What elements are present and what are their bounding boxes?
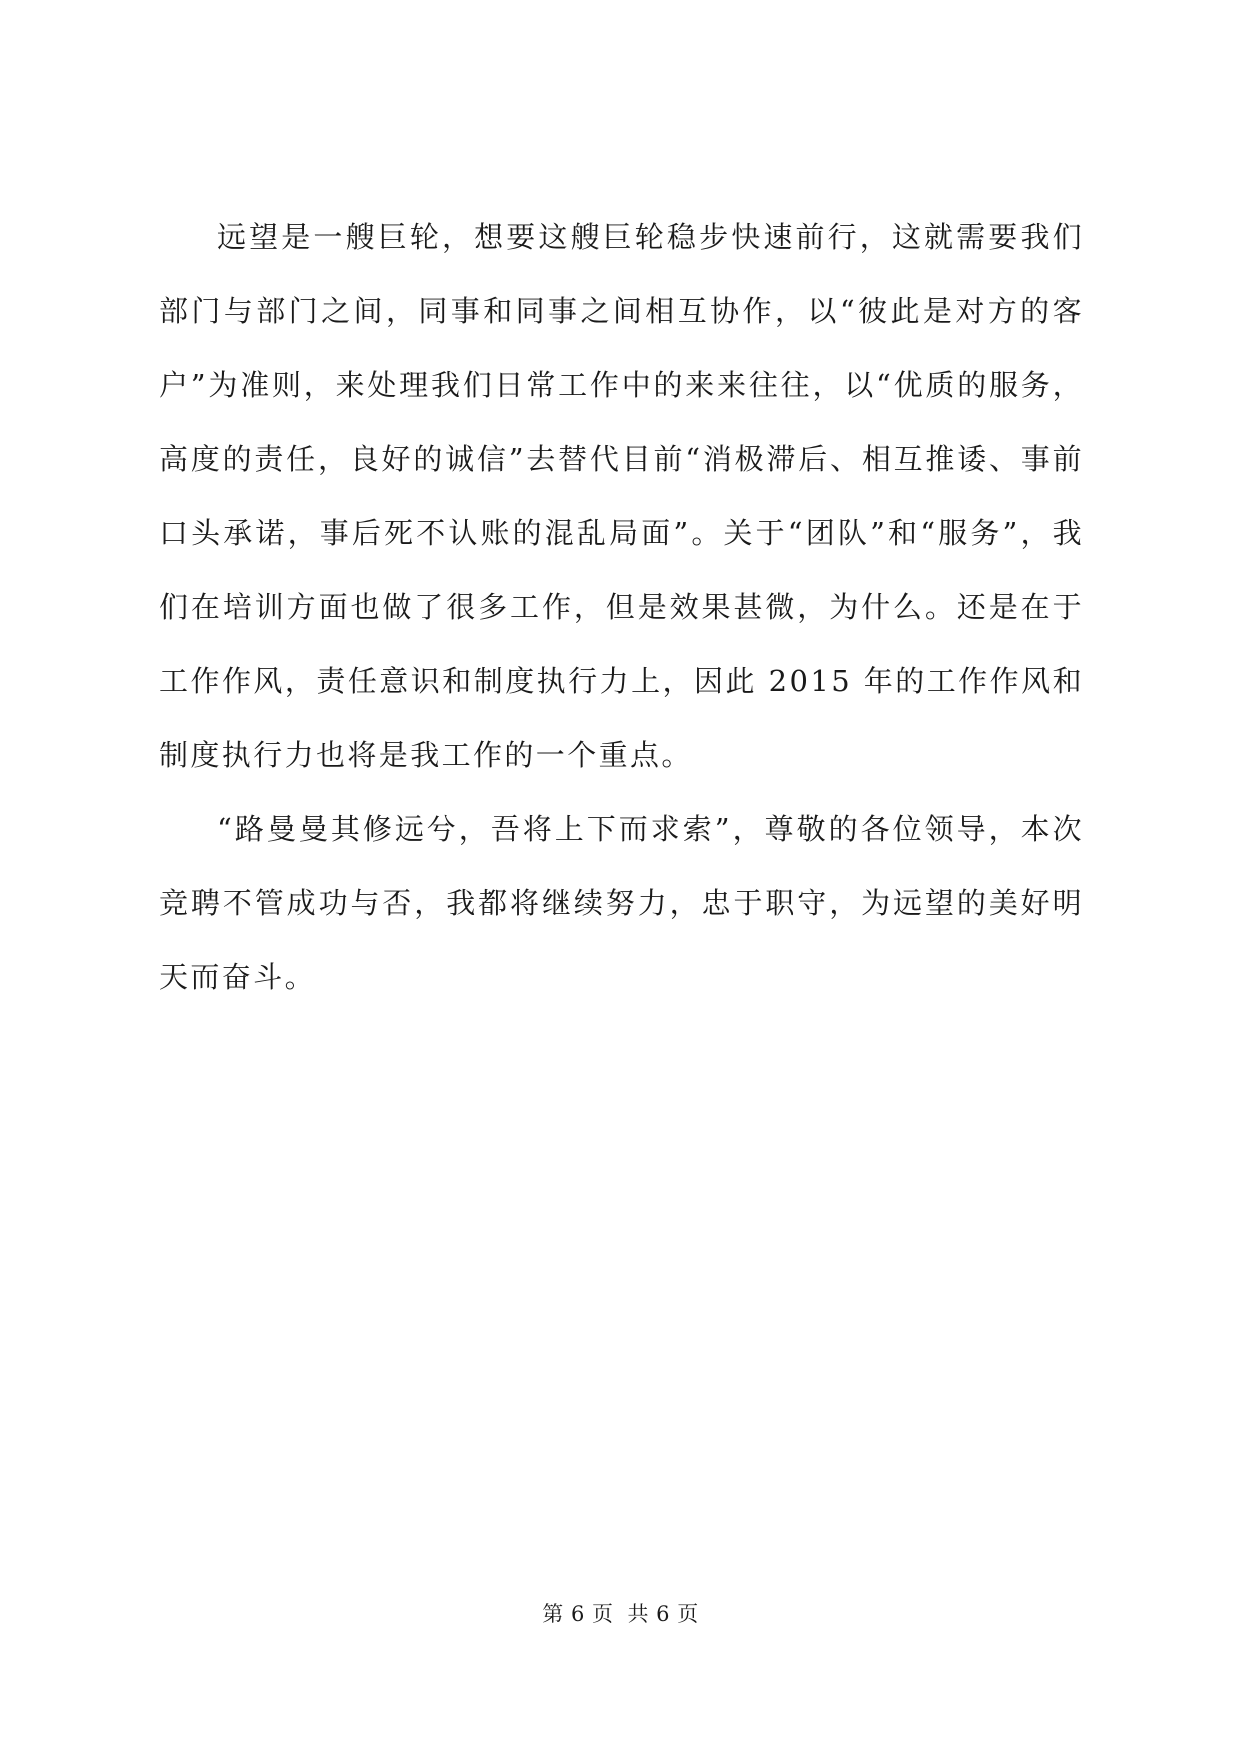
paragraph: “路曼曼其修远兮，吾将上下而求索”，尊敬的各位领导，本次竞聘不管成功与否，我都将继续努力，忠于职守，为远望的美好明天而奋斗。	[159, 812, 1084, 994]
document-body	[159, 200, 1084, 1014]
paragraph: 远望是一艘巨轮，想要这艘巨轮稳步快速前行，这就需要我们部门与部门之间，同事和同事之间相互协作，以“彼此是对方的客户”为准则，来处理我们日常工作中的来来往往，以“优质的服务，高度的责任，良好的诚信”去替代目前“消极滞后、相互推诿、事前口头承诺，事后死不认账的混乱局面”。关于“团队”和“服务”，我们在培训方面也做了很多工作，但是效果甚微，为什么。还是在于工作作风，责任意识和制度执行力上，因此 2015 年的工作作风和制度执行力也将是我工作的一个重点。	[159, 220, 1084, 772]
page-number-current: 第 6 页	[542, 1602, 614, 1626]
page-footer	[0, 1598, 1241, 1628]
page-number-total: 共 6 页	[627, 1602, 699, 1626]
